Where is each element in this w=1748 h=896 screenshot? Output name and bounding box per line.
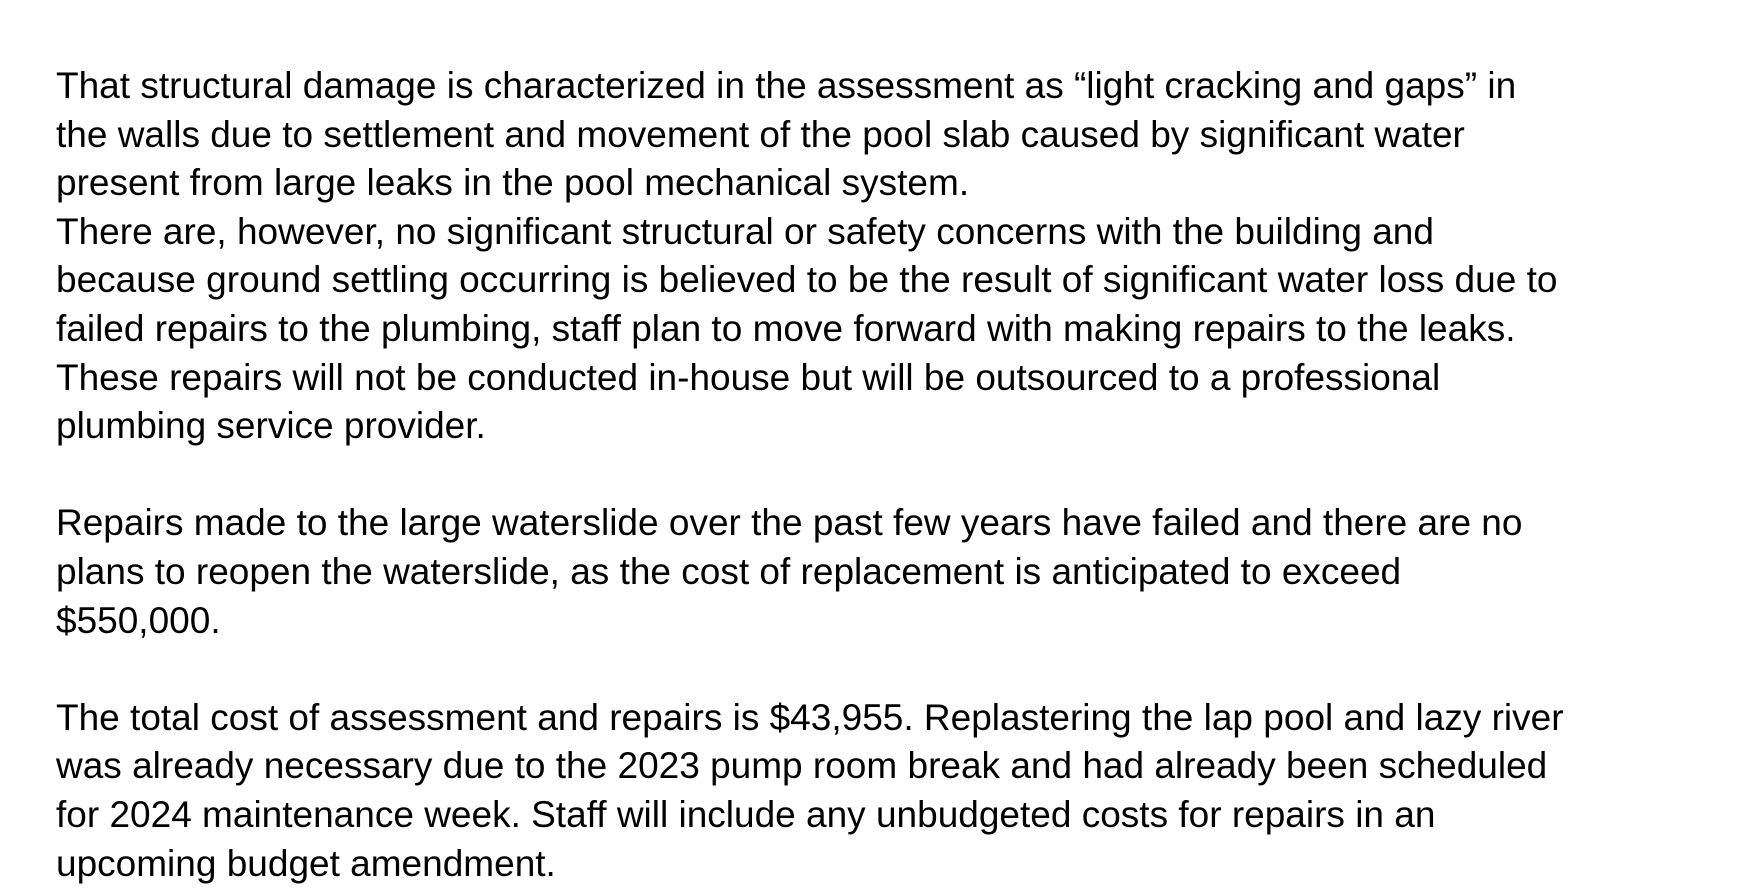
text-line: upcoming budget amendment. [56,842,556,884]
document-body [56,62,1736,888]
text-line: failed repairs to the plumbing, staff plan to move forward with making repairs to the leaks. [56,307,1516,349]
text-line: There are, however, no significant structural or safety concerns with the building and [56,210,1434,252]
text-line: was already necessary due to the 2023 pump room break and had already been scheduled [56,745,1548,787]
text-line: plumbing service provider. [56,405,486,447]
text-line: The total cost of assessment and repairs is $43,955. Replastering the lap pool and lazy river [56,696,1564,738]
text-line: Repairs made to the large waterslide over the past few years have failed and there are no [56,502,1523,544]
text-line: for 2024 maintenance week. Staff will include any unbudgeted costs for repairs in an [56,793,1436,835]
text-line: These repairs will not be conducted in-house but will be outsourced to a professional [56,356,1441,398]
text-line: because ground settling occurring is believed to be the result of significant water loss due to [56,259,1558,301]
paragraph-spacer [56,451,1736,500]
text-line: $550,000. [56,599,221,641]
paragraph-total-cost [56,694,1736,888]
paragraph-structural-damage [56,62,1736,451]
text-line: plans to reopen the waterslide, as the cost of replacement is anticipated to exceed [56,550,1402,592]
text-line: That structural damage is characterized in the assessment as “light cracking and gaps” in [56,65,1517,106]
paragraph-spacer [56,645,1736,694]
paragraph-waterslide [56,499,1736,645]
text-line: present from large leaks in the pool mechanical system. [56,162,970,204]
text-line: the walls due to settlement and movement of the pool slab caused by significant water [56,113,1465,155]
